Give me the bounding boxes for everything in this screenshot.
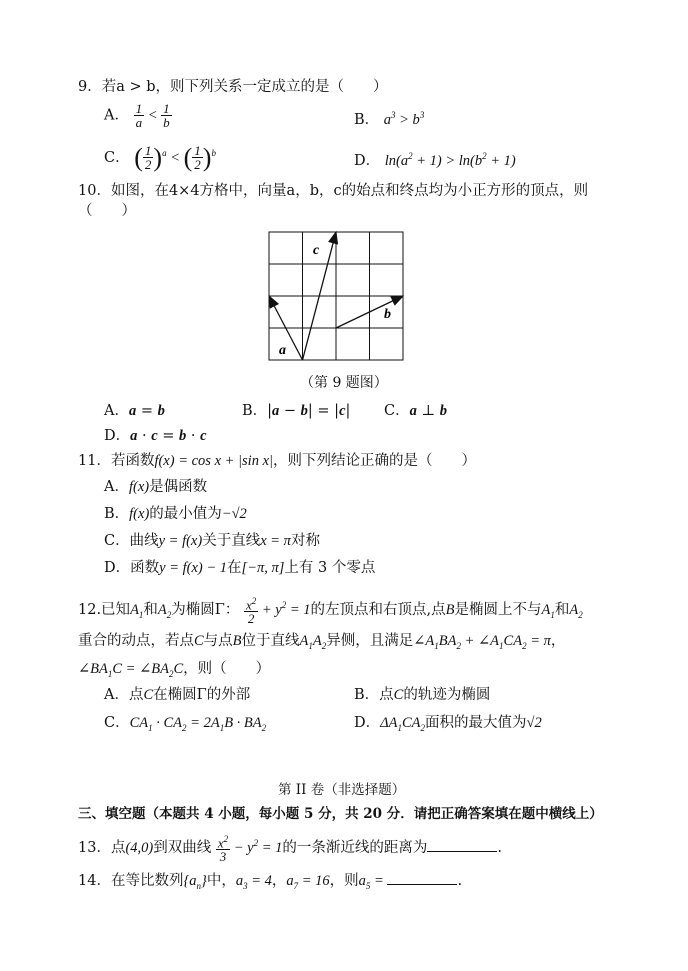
q12-option-a: A．点C在椭圆Γ的外部 xyxy=(104,687,251,703)
vector-grid-figure xyxy=(262,226,412,366)
section3-heading: 三、填空题（本题共 4 小题，每小题 5 分，共 20 分．请把正确答案填在题中横线上） xyxy=(78,806,603,822)
q12-stem-line2: 重合的动点，若点C与点B位于直线$A_1A_2$异侧，且满足$\angle A_1BA_2$ + $\angle A_1CA_2 = \pi$， xyxy=(78,633,566,651)
q10-stem-paren: （ ） xyxy=(78,203,136,219)
q10-option-d: D．a · c = b · c xyxy=(104,428,207,444)
q10-stem: 10．如图，在4×4方格中，向量a，b，c的始点和终点均为小正方形的顶点，则 xyxy=(78,183,589,199)
grid-lines xyxy=(269,232,403,360)
figure-caption: （第 9 题图） xyxy=(300,375,388,391)
q10-option-c: C．a ⊥ b xyxy=(384,403,447,419)
q10-option-a: A．a = b xyxy=(104,403,165,419)
q12-option-b: B．点C的轨迹为椭圆 xyxy=(354,687,491,703)
q12-option-c: C．$CA_1 \cdot CA_2 = 2A_1B \cdot BA_2$ xyxy=(104,715,267,733)
part2-title: 第 II 卷（非选择题） xyxy=(278,782,406,798)
q11-option-d: D．函数y = f(x) − 1在[−π, π]上有 3 个零点 xyxy=(104,560,376,576)
q9-option-d: D． $\ln(a^2 + 1) > \ln(b^2 + 1)$ xyxy=(354,151,516,169)
q12-option-d: D．$\Delta A_1CA_2$面积的最大值为√2 xyxy=(354,715,542,733)
q13-answer-blank[interactable] xyxy=(427,837,497,852)
q14-stem: 14．在等比数列$\{a_n\}$中，$a_3 = 4$，$a_7 = 16$，则$a_5$ = . xyxy=(78,870,462,897)
vector-c-label: c xyxy=(313,243,320,258)
q12-stem-line1: 12.已知$A_1$和$A_2$为椭圆Γ： $\frac{x^2}{2}$ + $y^2 = 1$的左顶点和右顶点,点B是椭圆上不与$A_1$和$A_2$ xyxy=(78,595,583,626)
q11-option-b: B．f(x)的最小值为−√2 xyxy=(104,506,247,522)
q14-answer-blank[interactable] xyxy=(387,870,457,885)
q9-option-b: B． $a^3 > b^3$ xyxy=(354,110,425,128)
q9-option-c: C． ( $\frac{1}{2}$ )$^a$ < ( $\frac{1}{2}$ )$^b$ xyxy=(104,142,216,173)
q11-option-a: A．f(x)是偶函数 xyxy=(104,479,208,495)
q11-stem: 11．若函数f(x) = cos x + |sin x|，则下列结论正确的是（ ） xyxy=(78,453,476,469)
q12-stem-line3: $\angle BA_1C$ = $\angle BA_2C$，则（ ） xyxy=(78,661,271,679)
q9-option-a: A． $\frac{1}{a}$ < $\frac{1}{b}$ xyxy=(104,101,170,130)
q9-stem: 9．若a > b，则下列关系一定成立的是（ ） xyxy=(78,79,388,95)
q11-option-c: C．曲线y = f(x)关于直线x = π对称 xyxy=(104,533,320,549)
q13-stem: 13．点(4,0)到双曲线 $\frac{x^2}{3}$ − $y^2 = 1$的一条渐近线的距离为 . xyxy=(78,833,503,864)
vector-b-label: b xyxy=(384,307,391,322)
vector-a-label: a xyxy=(279,343,286,358)
q10-option-b: B．|a − b| = |c| xyxy=(242,403,351,419)
